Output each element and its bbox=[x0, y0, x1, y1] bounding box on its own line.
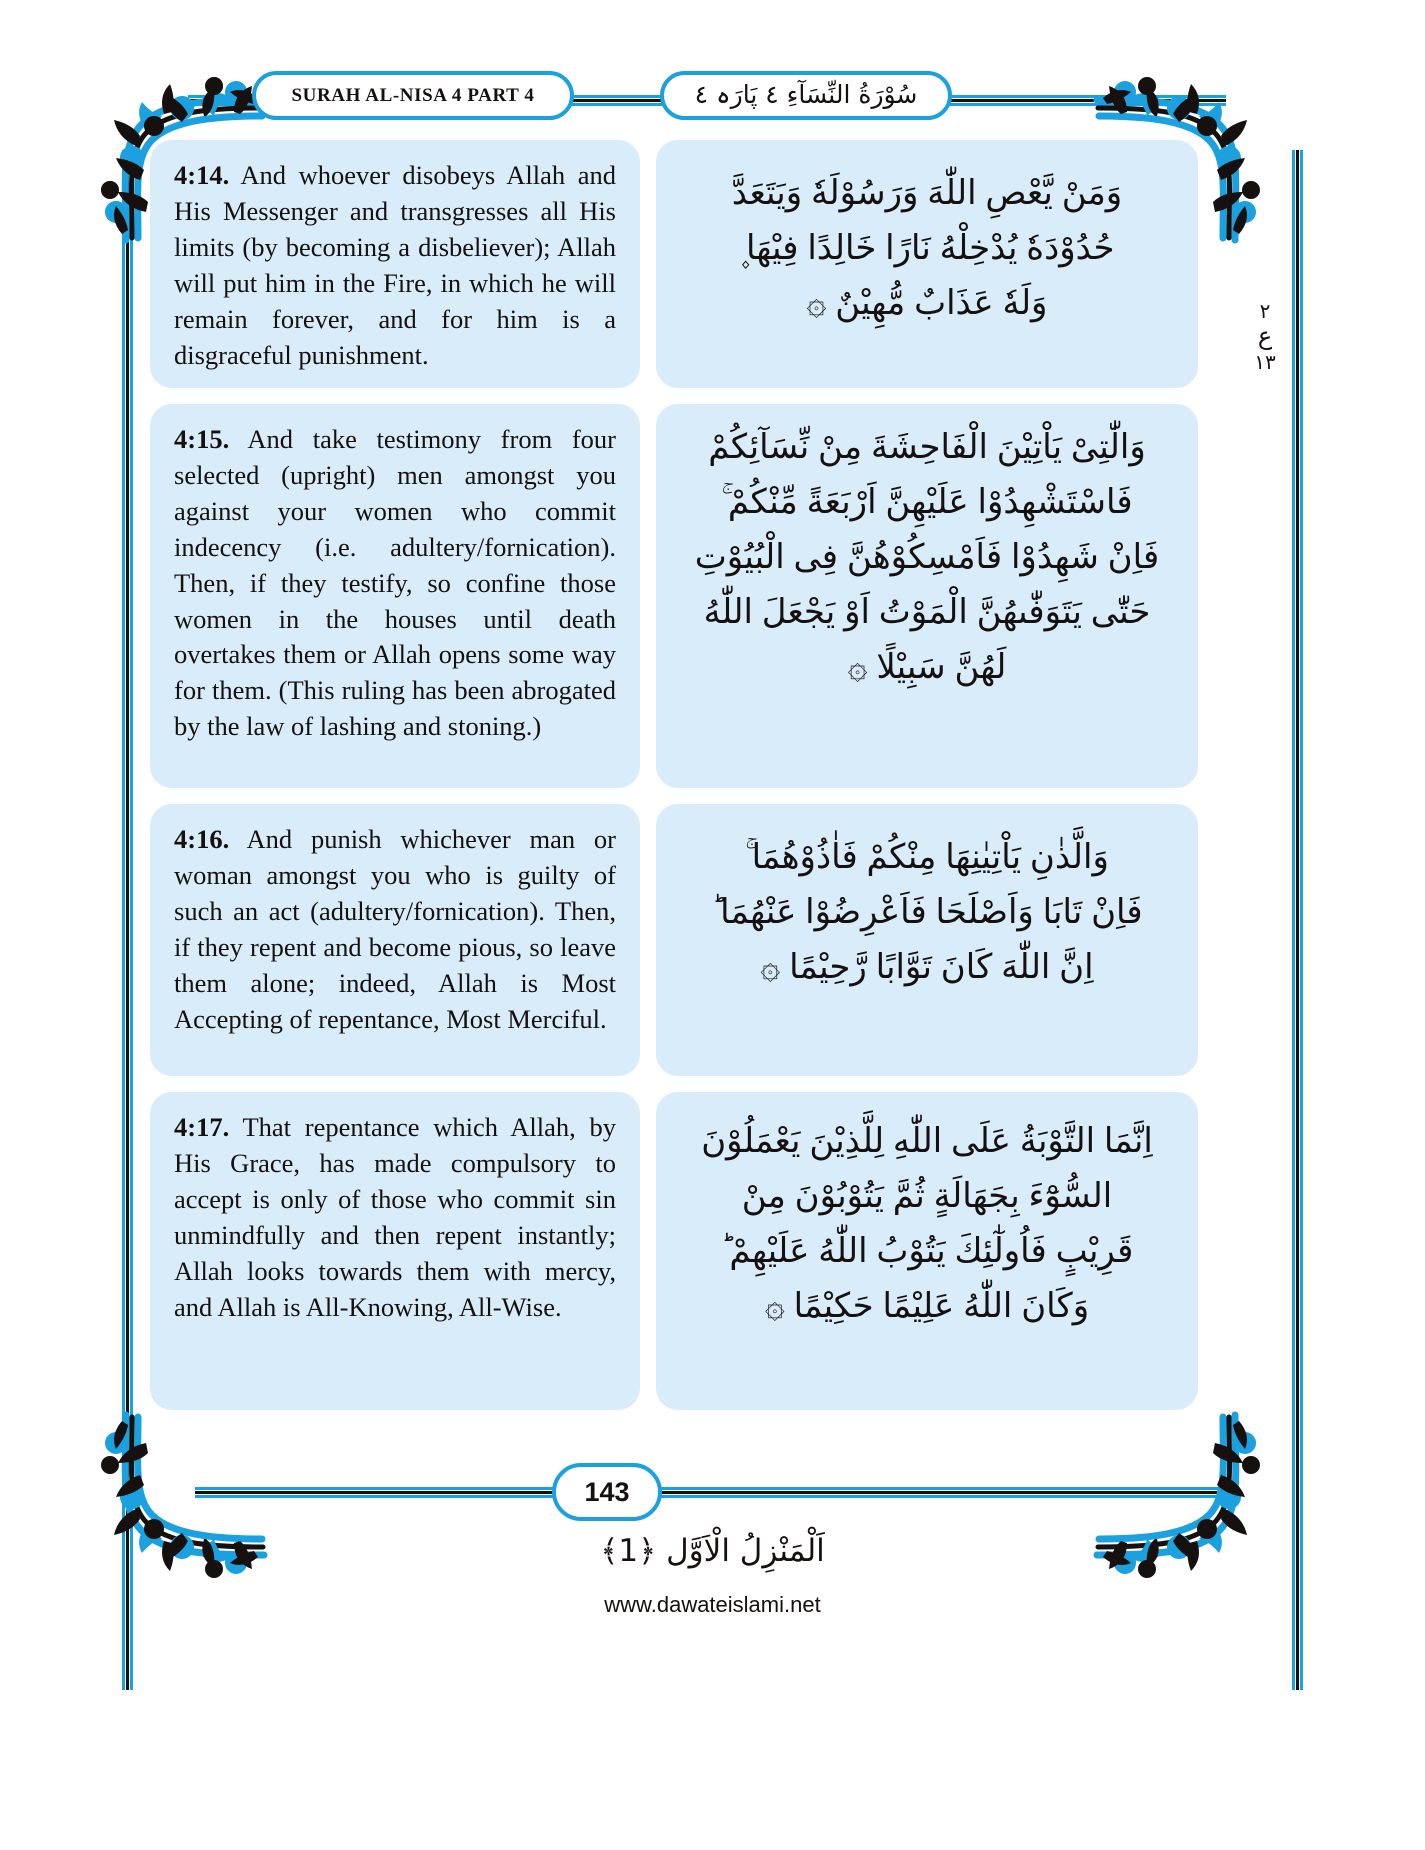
verse-reference: 4:16. bbox=[174, 824, 230, 854]
arabic-line: وَالَّذٰنِ یَاْتِیٰنِهَا مِنْكُمْ فَاٰذُوْهُمَا ۚ bbox=[745, 837, 1109, 877]
verse-arabic-panel bbox=[656, 804, 1198, 1076]
verse-reference: 4:15. bbox=[174, 424, 230, 454]
header-title-english: SURAH AL-NISA 4 PART 4 bbox=[291, 84, 535, 106]
verse-english-panel bbox=[150, 804, 640, 1076]
arabic-line: اِنَّمَا التَّوْبَةُ عَلَی اللّٰهِ لِلَّذِیْنَ یَعْمَلُوْنَ bbox=[701, 1121, 1153, 1161]
arabic-line: اِنَّ اللّٰهَ كَانَ تَوَّابًا رَّحِیْمًا ۞ bbox=[760, 947, 1094, 988]
verse-english-panel bbox=[150, 1092, 640, 1410]
arabic-line: السُّوْٓءَ بِجَهَالَةٍ ثُمَّ یَتُوْبُوْنَ مِنْ bbox=[741, 1176, 1113, 1217]
footer-manzil-arabic: اَلْمَنْزِلُ الْاَوَّل ﴿1﴾ bbox=[600, 1533, 825, 1569]
verse-arabic-panel bbox=[656, 140, 1198, 388]
arabic-line: وَلَهٗ عَذَابٌ مُّهِيْنٌ ۞ bbox=[806, 283, 1048, 324]
verse-english-text: That repentance which Allah, by His Grace, has made compulsory to accept is only of those who commit sin unmindfully and then repent instantly; Allah looks towards them with mercy, and Allah is All-Knowing, All-Wise. bbox=[174, 1112, 617, 1322]
verse-row bbox=[150, 1092, 1265, 1410]
arabic-line: لَهُنَّ سَبِیْلًا ۞ bbox=[847, 647, 1007, 688]
verse-english-text: And whoever disobeys Allah and His Messenger and transgresses all His limits (by becoming a disbeliever); Allah will put him in the Fire, in which he will remain forever, and for him is a disgraceful punishment. bbox=[174, 160, 616, 370]
arabic-line: قَرِیْبٍ فَاُولٰٓئِكَ یَتُوْبُ اللّٰهُ عَلَیْهِمْ ؕ bbox=[720, 1231, 1134, 1272]
border-rule-top-middle bbox=[565, 95, 670, 106]
verse-english-text: And punish whichever man or woman amongst you who is guilty of such an act (adultery/fornication). Then, if they repent and become pious, so leave them alone; indeed, Allah is Most Accepting of repentance, Most Merciful. bbox=[174, 824, 617, 1034]
ruku-symbol-icon: ع bbox=[1257, 322, 1273, 350]
arabic-line: وَكَانَ اللّٰهُ عَلِیْمًا حَكِیْمًا ۞ bbox=[764, 1286, 1090, 1327]
header-tab-surah-arabic bbox=[660, 71, 952, 120]
header-tab-surah-english bbox=[252, 71, 574, 120]
arabic-line: فَاسْتَشْهِدُوْا عَلَیْهِنَّ اَرْبَعَةً مِّنْكُمْ ۚ bbox=[721, 482, 1133, 523]
arabic-line: فَاِنْ شَهِدُوْا فَاَمْسِكُوْهُنَّ فِی الْبُیُوْتِ bbox=[694, 537, 1160, 578]
arabic-line: فَاِنْ تَابَا وَاَصْلَحَا فَاَعْرِضُوْا عَنْهُمَا ؕ bbox=[711, 892, 1143, 933]
header-title-arabic: سُوْرَةُ النِّسَآءِ ٤ پَارَہ ٤ bbox=[694, 79, 918, 109]
arabic-line: حَتّٰی یَتَوَفّٰىهُنَّ الْمَوْتُ اَوْ یَجْعَلَ اللّٰهُ bbox=[703, 592, 1151, 633]
margin-top-number: ٢ bbox=[1259, 299, 1271, 323]
arabic-line: وَالّٰتِیْ یَاْتِیْنَ الْفَاحِشَةَ مِنْ نِّسَآئِكُمْ bbox=[708, 427, 1146, 467]
verse-english-text: And take testimony from four selected (upright) men amongst you against your women who commit indecency (i.e. adultery/fornication). Then, if they testify, so confine those women in the houses until death overtakes them or Allah opens some way for them. (This ruling has been abrogated by the law of lashing and stoning.) bbox=[174, 424, 616, 742]
verse-list bbox=[150, 140, 1265, 1445]
margin-bottom-number: ١٣ bbox=[1254, 349, 1276, 374]
verse-arabic-panel bbox=[656, 404, 1198, 788]
page-number: 143 bbox=[584, 1476, 630, 1507]
verse-arabic-panel bbox=[656, 1092, 1198, 1410]
verse-reference: 4:14. bbox=[174, 160, 230, 190]
verse-row bbox=[150, 140, 1265, 388]
arabic-line: وَمَنْ يَّعْصِ اللّٰهَ وَرَسُوْلَهٗ وَيَتَعَدَّ bbox=[731, 173, 1123, 213]
arabic-line: حُدُوْدَهٗ يُدْخِلْهُ نَارًا خَالِدًا فِيْهَا ۪ bbox=[739, 228, 1115, 269]
verse-english-panel bbox=[150, 404, 640, 788]
verse-english-panel bbox=[150, 140, 640, 388]
footer-website-url: www.dawateislami.net bbox=[604, 1592, 821, 1617]
border-rule-right bbox=[1292, 150, 1303, 1690]
verse-row bbox=[150, 404, 1265, 788]
page-number-tab bbox=[552, 1463, 662, 1521]
margin-ruku-markers bbox=[1243, 300, 1287, 374]
verse-reference: 4:17. bbox=[174, 1112, 230, 1142]
verse-row bbox=[150, 804, 1265, 1076]
